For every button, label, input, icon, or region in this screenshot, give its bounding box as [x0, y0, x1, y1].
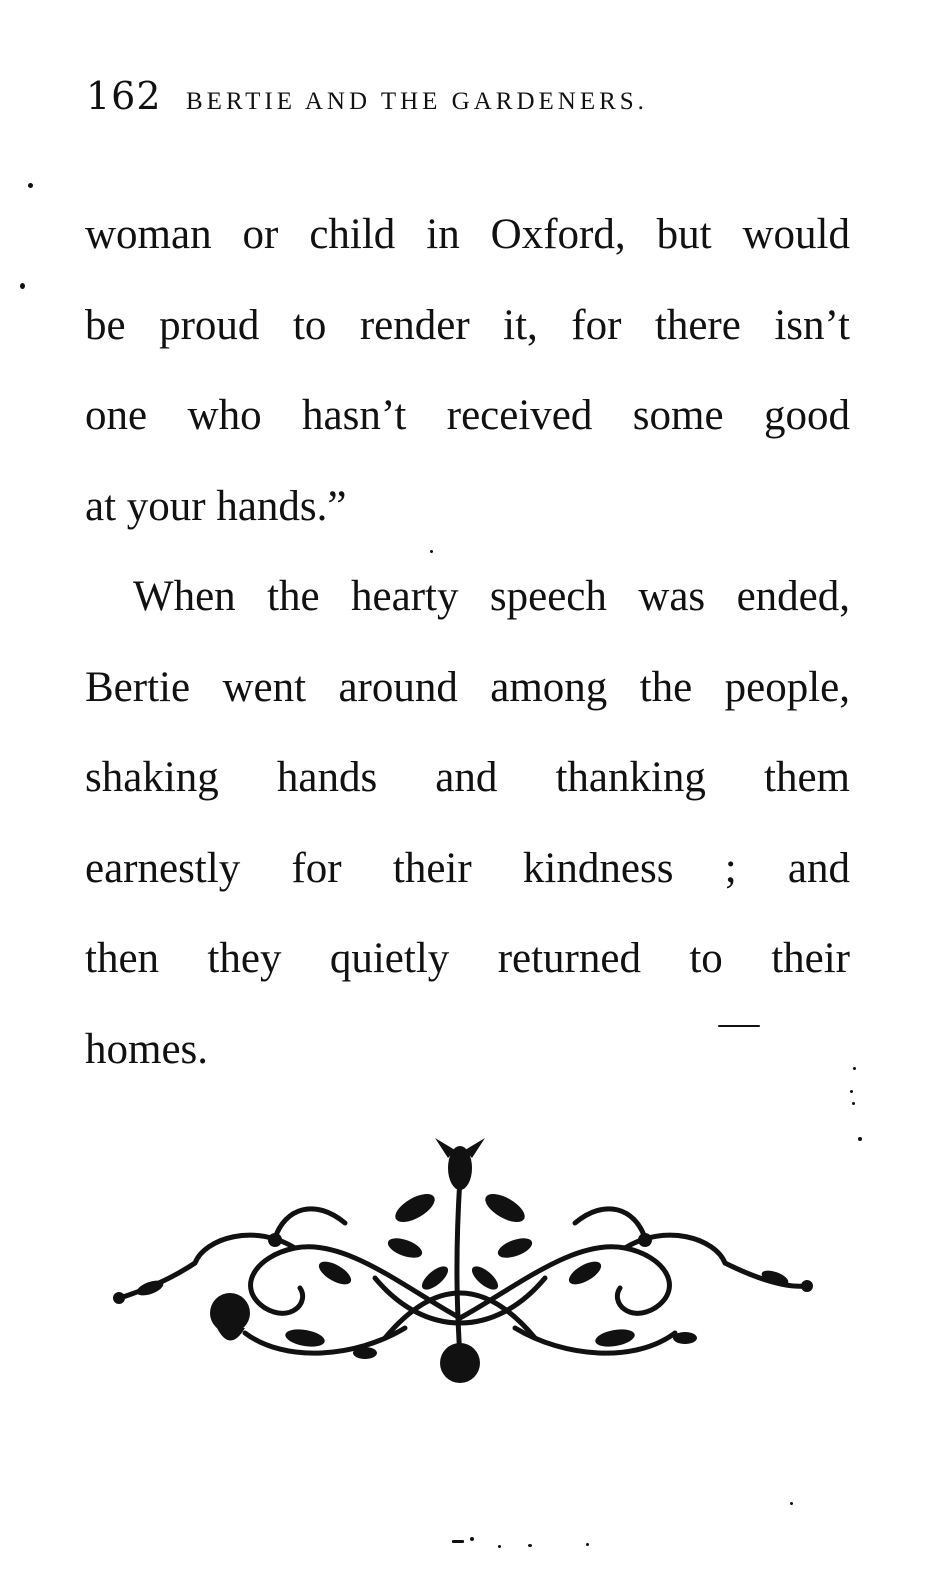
page-header — [86, 74, 786, 134]
scan-speck — [430, 550, 433, 553]
page-number: 162 — [86, 74, 162, 118]
scan-speck — [790, 1502, 793, 1505]
scan-speck — [20, 283, 25, 289]
text-line: then they quietly returned to their — [85, 935, 850, 982]
scan-speck — [850, 1090, 853, 1093]
text-line: at your hands.” — [85, 482, 347, 530]
text-line: shaking hands and thanking them — [85, 754, 850, 801]
floral-tailpiece-icon — [105, 1128, 825, 1398]
running-title: BERTIE AND THE GARDENERS. — [186, 88, 648, 115]
body-text — [85, 205, 850, 1110]
scan-speck — [28, 183, 33, 188]
scan-speck — [586, 1543, 589, 1546]
scan-speck — [853, 1067, 856, 1070]
text-line: be proud to render it, for there isn’t — [85, 301, 850, 349]
text-line: woman or child in Oxford, but would — [85, 211, 850, 258]
scan-speck — [470, 1537, 474, 1541]
paragraph-first-line: When the hearty speech was ended, — [133, 573, 850, 620]
scan-speck — [858, 1137, 862, 1141]
scan-speck — [498, 1545, 501, 1548]
text-line: homes. — [85, 1025, 209, 1073]
text-line: Bertie went around among the people, — [85, 663, 850, 711]
scan-speck — [852, 1102, 855, 1105]
text-line: one who hasn’t received some good — [85, 392, 850, 439]
scan-speck — [528, 1544, 532, 1547]
text-line: earnestly for their kindness ; and — [85, 844, 850, 892]
scan-speck — [718, 1025, 760, 1027]
scan-speck — [452, 1540, 464, 1543]
